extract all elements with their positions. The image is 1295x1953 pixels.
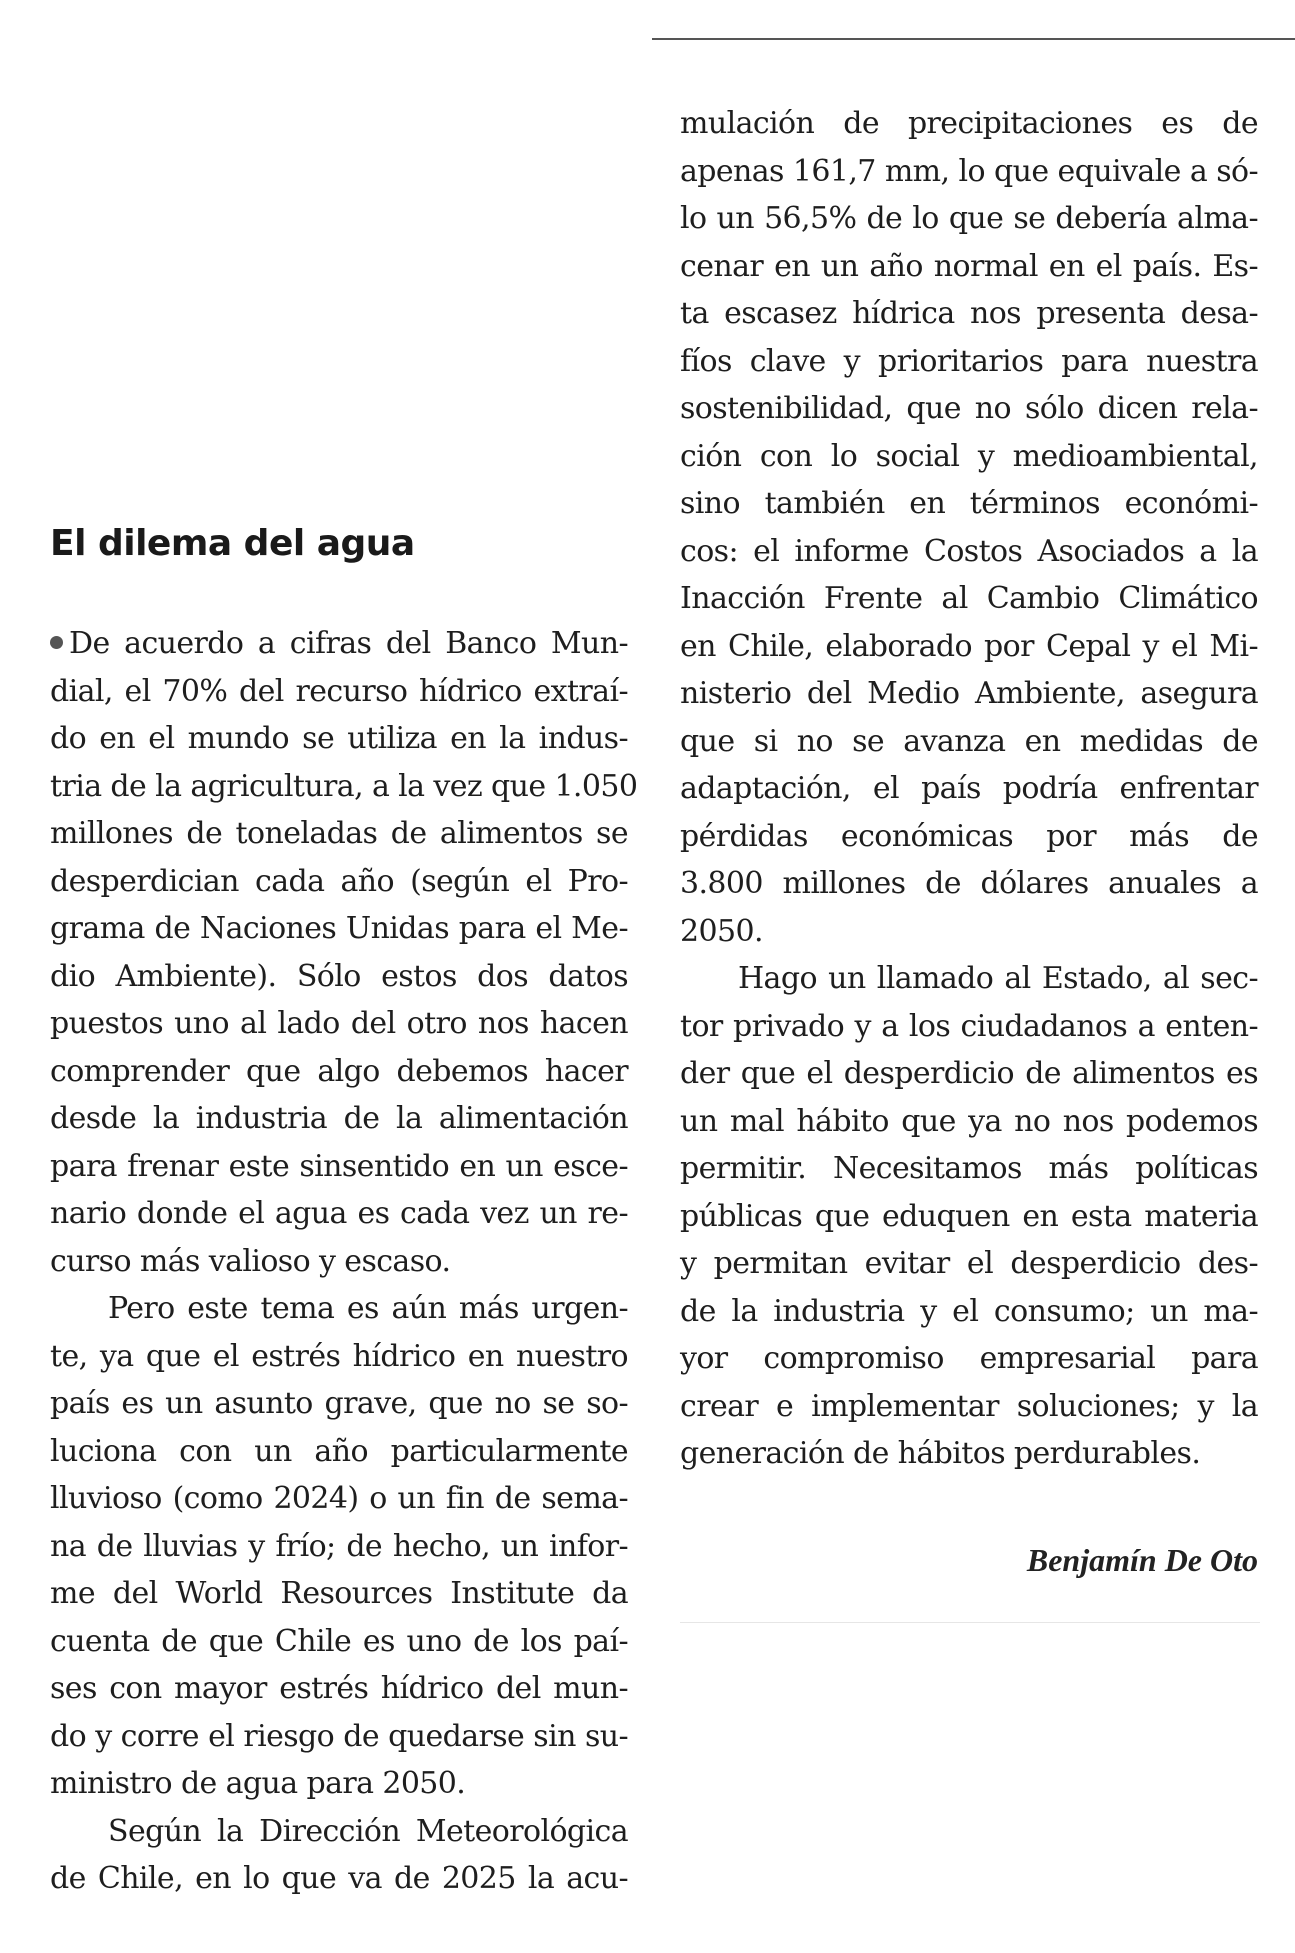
bottom-rule: [680, 1622, 1260, 1623]
text-line: [680, 718, 1258, 766]
text-line-content: dial, el 70% del recurso hídrico extraí-: [50, 673, 628, 709]
text-line: [50, 1760, 628, 1808]
text-line-content: desde la industria de la alimentación: [50, 1101, 628, 1136]
text-line: [680, 908, 1258, 956]
text-line-content: lluvioso (como 2024) o un fin de sema-: [50, 1481, 628, 1516]
text-line-content: na de lluvias y frío; de hecho, un infor-: [50, 1528, 628, 1564]
text-line: [680, 1383, 1258, 1431]
text-line-content: sostenibilidad, que no sólo dicen rela-: [680, 391, 1258, 426]
text-line: [50, 1143, 628, 1191]
text-line: [50, 1095, 628, 1143]
text-line: [680, 1288, 1258, 1336]
text-line-content: ta escasez hídrica nos presenta desa-: [680, 296, 1258, 331]
text-line: [680, 148, 1258, 196]
article-title: El dilema del agua: [50, 523, 415, 564]
text-line: [680, 1145, 1258, 1193]
text-line-content: de la industria y el consumo; un ma-: [680, 1293, 1258, 1329]
text-line-content: comprender que algo debemos hacer: [50, 1053, 628, 1089]
text-line-content: cos: el informe Costos Asociados a la: [680, 533, 1258, 569]
text-line-content: yor compromiso empresarial para: [680, 1341, 1258, 1376]
left-column: [50, 620, 638, 1903]
text-line: [50, 1523, 628, 1571]
text-line: [680, 1098, 1258, 1146]
text-line: [680, 955, 1258, 1003]
text-line: [50, 1048, 628, 1096]
text-line-content: sino también en términos económi-: [680, 486, 1258, 521]
text-line-content: millones de toneladas de alimentos se: [50, 816, 628, 851]
text-line-content: do y corre el riesgo de quedarse sin su-: [50, 1718, 628, 1754]
text-line: [680, 860, 1258, 908]
text-line-content: 2050.: [680, 913, 763, 949]
text-line: [50, 1333, 628, 1381]
text-line-content: generación de hábitos perdurables.: [680, 1436, 1201, 1471]
text-line: [50, 620, 628, 668]
text-line: [680, 765, 1258, 813]
text-line-content: puestos uno al lado del otro nos hacen: [50, 1006, 628, 1041]
bullet-icon: [50, 636, 63, 649]
text-line: [50, 1713, 628, 1761]
text-line: [50, 668, 628, 716]
text-line: [50, 763, 638, 811]
top-rule: [652, 38, 1295, 40]
text-line: [50, 1808, 628, 1856]
text-line-content: que si no se avanza en medidas de: [680, 723, 1258, 759]
text-line: [680, 243, 1258, 291]
text-line: [50, 810, 628, 858]
text-line-content: para frenar este sinsentido en un esce-: [50, 1148, 628, 1184]
text-line-content: me del World Resources Institute da: [50, 1576, 628, 1611]
text-line: [50, 1665, 628, 1713]
text-line: [680, 623, 1258, 671]
text-line-content: ses con mayor estrés hídrico del mun-: [50, 1671, 628, 1706]
byline: Benjamín De Oto: [1026, 1542, 1258, 1578]
text-line: [50, 1855, 628, 1903]
text-line: [680, 813, 1258, 861]
text-line: [50, 1618, 628, 1666]
text-line-content: 3.800 millones de dólares anuales a: [680, 866, 1258, 901]
text-line-content: mulación de precipitaciones es de: [680, 106, 1258, 141]
text-line: [50, 1285, 628, 1333]
text-line: [680, 100, 1258, 148]
text-line-content: luciona con un año particularmente: [50, 1433, 628, 1469]
text-line-content: fíos clave y prioritarios para nuestra: [680, 343, 1258, 379]
text-line-content: crear e implementar soluciones; y la: [680, 1388, 1258, 1424]
text-line: [680, 575, 1258, 623]
text-line-content: desperdician cada año (según el Pro-: [50, 863, 628, 899]
text-line: [50, 1000, 628, 1048]
text-line-content: ministro de agua para 2050.: [50, 1766, 466, 1801]
text-line: [680, 1240, 1258, 1288]
text-line-content: apenas 161,7 mm, lo que equivale a só-: [680, 153, 1258, 189]
text-line: [50, 1570, 628, 1618]
text-line-content: te, ya que el estrés hídrico en nuestro: [50, 1338, 628, 1374]
text-line: [50, 715, 628, 763]
text-line: [680, 480, 1258, 528]
text-line-content: pérdidas económicas por más de: [680, 818, 1258, 854]
text-line-content: tor privado y a los ciudadanos a enten-: [680, 1008, 1258, 1044]
text-line: [680, 195, 1258, 243]
text-line-content: tria de la agricultura, a la vez que 1.050: [50, 768, 638, 804]
text-line: [680, 1003, 1258, 1051]
text-line: [680, 528, 1258, 576]
text-line: [50, 1475, 628, 1523]
text-line-content: grama de Naciones Unidas para el Me-: [50, 911, 628, 946]
text-line: [680, 290, 1258, 338]
text-line: [680, 385, 1258, 433]
text-line-content: lo un 56,5% de lo que se debería alma-: [680, 201, 1258, 236]
text-line-content: do en el mundo se utiliza en la indus-: [50, 721, 628, 756]
text-line: [50, 1190, 628, 1238]
text-line: [50, 858, 628, 906]
text-line-content: nario donde el agua es cada vez un re-: [50, 1196, 628, 1231]
text-line-content: nisterio del Medio Ambiente, asegura: [680, 676, 1258, 711]
text-line-content: Hago un llamado al Estado, al sec-: [738, 961, 1258, 996]
text-line: [680, 1430, 1258, 1478]
text-line: [50, 905, 628, 953]
text-line-content: cuenta de que Chile es uno de los paí-: [50, 1623, 628, 1659]
text-line-content: país es un asunto grave, que no se so-: [50, 1386, 628, 1421]
text-line: [680, 1335, 1258, 1383]
text-line: [680, 1193, 1258, 1241]
text-line-content: públicas que eduquen en esta materia: [680, 1198, 1258, 1234]
text-line-content: curso más valioso y escaso.: [50, 1243, 451, 1279]
text-line-content: y permitan evitar el desperdicio des-: [680, 1246, 1258, 1281]
text-line: [680, 670, 1258, 718]
text-line: [680, 433, 1258, 481]
text-line-content: ción con lo social y medioambiental,: [680, 438, 1258, 474]
text-line: [680, 338, 1258, 386]
text-line-content: dio Ambiente). Sólo estos dos datos: [50, 958, 628, 994]
text-line: [50, 1428, 628, 1476]
text-line-content: en Chile, elaborado por Cepal y el Mi-: [680, 628, 1258, 664]
text-line: [50, 1238, 628, 1286]
text-line-content: Inacción Frente al Cambio Climático: [680, 581, 1258, 616]
text-line-content: der que el desperdicio de alimentos es: [680, 1056, 1258, 1091]
text-line: [50, 953, 628, 1001]
text-line-content: un mal hábito que ya no nos podemos: [680, 1103, 1258, 1139]
text-line-content: Pero este tema es aún más urgen-: [108, 1291, 628, 1326]
text-line-content: Según la Dirección Meteorológica: [108, 1813, 628, 1849]
text-line: [680, 1050, 1258, 1098]
text-line-content: adaptación, el país podría enfrentar: [680, 771, 1258, 806]
text-line-content: cenar en un año normal en el país. Es-: [680, 248, 1258, 284]
text-line-content: permitir. Necesitamos más políticas: [680, 1151, 1258, 1186]
right-column: [680, 100, 1258, 1478]
text-line-content: de Chile, en lo que va de 2025 la acu-: [50, 1861, 628, 1896]
text-line: [50, 1380, 628, 1428]
text-line-content: De acuerdo a cifras del Banco Mun-: [69, 626, 628, 661]
